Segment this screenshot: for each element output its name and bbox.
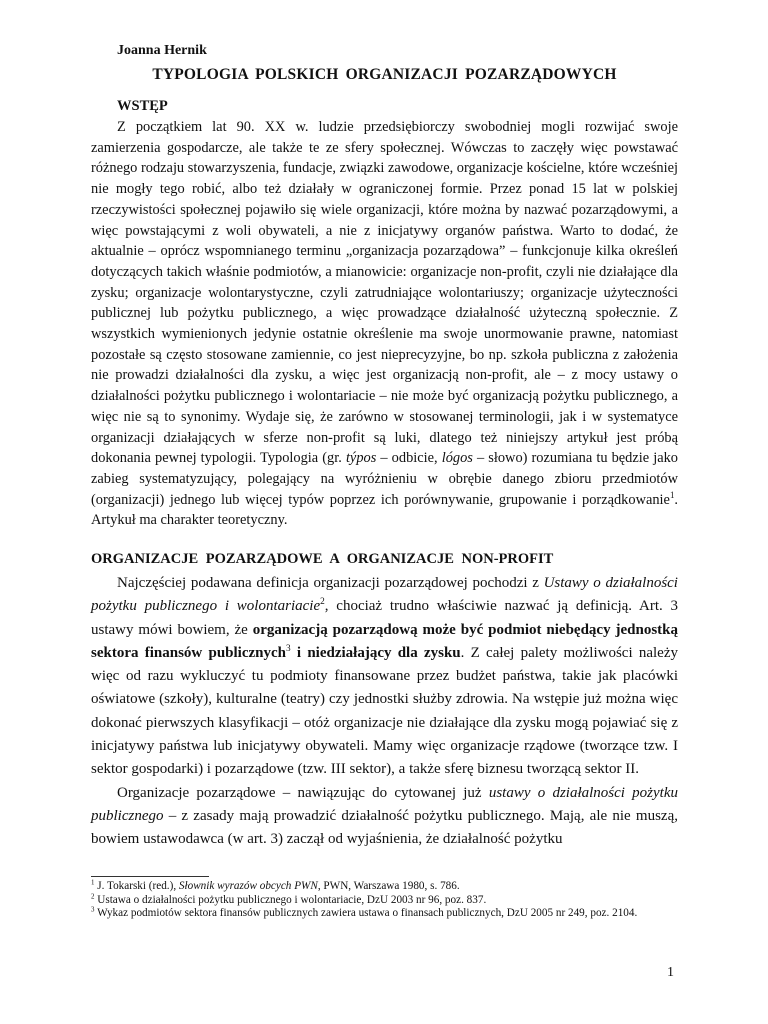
text-run: Najczęściej podawana definicja organizacji pozarządowej pochodzi z	[117, 575, 544, 591]
text-run: – odbicie,	[376, 450, 442, 467]
italic-law-title: ustawy o działalności pożytku publicznego	[91, 784, 679, 824]
footnote-italic: Słownik wyrazów obcych PWN	[178, 880, 318, 892]
text-run: . Artykuł ma charakter teoretyczny.	[91, 491, 678, 529]
text-run: . Z całej palety możliwości należy więc od razu wykluczyć tu podmioty finansowane przez budżet państwa, takie jak placówki oświatowe (szkoły), kulturalne (teatry) czy jednostki służby zdrowia. Na wstępie już można więc dokonać pierwszych klasyfikacji – otóż organizacje nie działające dla zysku mogą pojawiać się z inicjatywy państwa lub inicjatywy obywateli. Mamy więc organizacje rządowe (tworzące tzw. I sektor gospodarki) i pozarządowe (tzw. III sektor), a także sferę biznesu tworzącą sektor II.	[91, 644, 679, 778]
introduction-text	[91, 117, 678, 531]
paragraph	[91, 572, 678, 782]
italic-term: týpos	[345, 450, 377, 467]
section-body	[91, 572, 678, 852]
page-number: 1	[667, 965, 674, 980]
footnote-number: 3	[91, 905, 95, 914]
text-run: Organizacje pozarządowe – nawiązując do cytowanej już	[117, 784, 489, 801]
paragraph	[91, 117, 678, 531]
footnotes	[91, 880, 678, 921]
footnote	[91, 880, 678, 894]
footnote-ref: 1	[669, 489, 675, 500]
footnote	[91, 907, 678, 921]
paragraph	[91, 782, 678, 852]
section-heading-introduction: WSTĘP	[117, 98, 168, 114]
author-name: Joanna Hernik	[117, 43, 207, 58]
footnote-text: , PWN, Warszawa 1980, s. 786.	[317, 880, 460, 892]
italic-law-title: Ustawy o działalności pożytku publicznego i wolontariacie	[91, 575, 678, 615]
text-run: , chociaż trudno właściwie nazwać ją definicją. Art. 3 ustawy mówi bowiem, że	[91, 598, 678, 638]
text-run: Z początkiem lat 90. XX w. ludzie przedsiębiorczy swobodniej mogli rozwijać swoje zamierzenia gospodarcze, ale także te ze sfery społecznej. Wówczas to zaczęły więc powstawać różnego rodzaju stowarzyszenia, fundacje, związki zawodowe, organizacje kościelne, które wcześniej nie mogły tego robić, albo też działały w ograniczonej formie. Przez ponad 15 lat w polskiej rzeczywistości społecznej pojawiło się wiele organizacji, które można by nazwać pozarządowymi, a więc powstającymi z woli obywateli, a nie z inicjatywy organów państwa. Warto to dodać, że aktualnie – oprócz wspomnianego terminu „organizacja pozarządowa” – funkcjonuje kilka określeń dotyczących takich właśnie podmiotów, a mianowicie: organizacje non-profit, czyli nie działające dla zysku; organizacje wolontarystyczne, czyli zatrudniające wolontariuszy; organizacje użyteczności publicznej lub pożytku publicznego, a więc prowadzące działalność użyteczną społecznie. Z wszystkich wymienionych jedynie ostatnie określenie ma swoje unormowanie prawne, natomiast pozostałe są często stosowane zamiennie, co jest nieprecyzyjne, bo np. szkoła publiczna z założenia nie prowadzi działalności dla zysku, a więc jest organizacją non-profit, ale – z mocy ustawy o działalności pożytku publicznego i wolontariacie – nie może być organizacją pożytku publicznego, a więc nie są to synonimy. Wydaje się, że zarówno w stosowanej terminologii, jak i w systematyce organizacji działających w sferze non-profit są luki, dlatego też niniejszy artykuł jest próbą dokonania pewnej typologii. Typologia (gr.	[91, 119, 678, 467]
page-title: TYPOLOGIA POLSKICH ORGANIZACJI POZARZĄDOWYCH	[152, 66, 617, 83]
footnote-ref: 2	[320, 597, 325, 608]
footnote-number: 1	[91, 878, 95, 887]
text-run: – z zasady mają prowadzić działalność pożytku publicznego. Mają, ale nie muszą, bowiem ustawodawca (w art. 3) zaczął od wyjaśnienia, że działalność pożytku	[91, 807, 678, 848]
footnote-ref: 3	[286, 643, 291, 654]
footnote-number: 2	[91, 891, 95, 900]
footnote-text: J. Tokarski (red.),	[94, 880, 179, 892]
text-run: – słowo) rozumiana tu będzie jako zabieg systematyzujący, polegający na wyróżnieniu w obrębie danego zbioru przedmiotów (organizacji) jednego lub więcej typów poprzez ich porównywanie, grupowanie i porządkowanie	[91, 450, 678, 508]
section-heading-ngo-nonprofit: ORGANIZACJE POZARZĄDOWE A ORGANIZACJE NON-PROFIT	[91, 551, 554, 567]
footnote-text: Wykaz podmiotów sektora finansów publicznych zawiera ustawa o finansach publicznych, DzU 2005 nr 249, poz. 2104.	[94, 907, 638, 919]
bold-definition: i niedziałający dla zysku	[290, 644, 461, 661]
footnote-separator	[91, 876, 209, 877]
footnote-text: Ustawa o działalności pożytku publicznego i wolontariacie, DzU 2003 nr 96, poz. 837.	[94, 893, 487, 906]
bold-definition: organizacją pozarządową może być podmiot niebędący jednostką sektora finansów publicznych	[91, 621, 678, 661]
italic-term: lógos	[441, 450, 473, 467]
footnote	[91, 891, 678, 908]
